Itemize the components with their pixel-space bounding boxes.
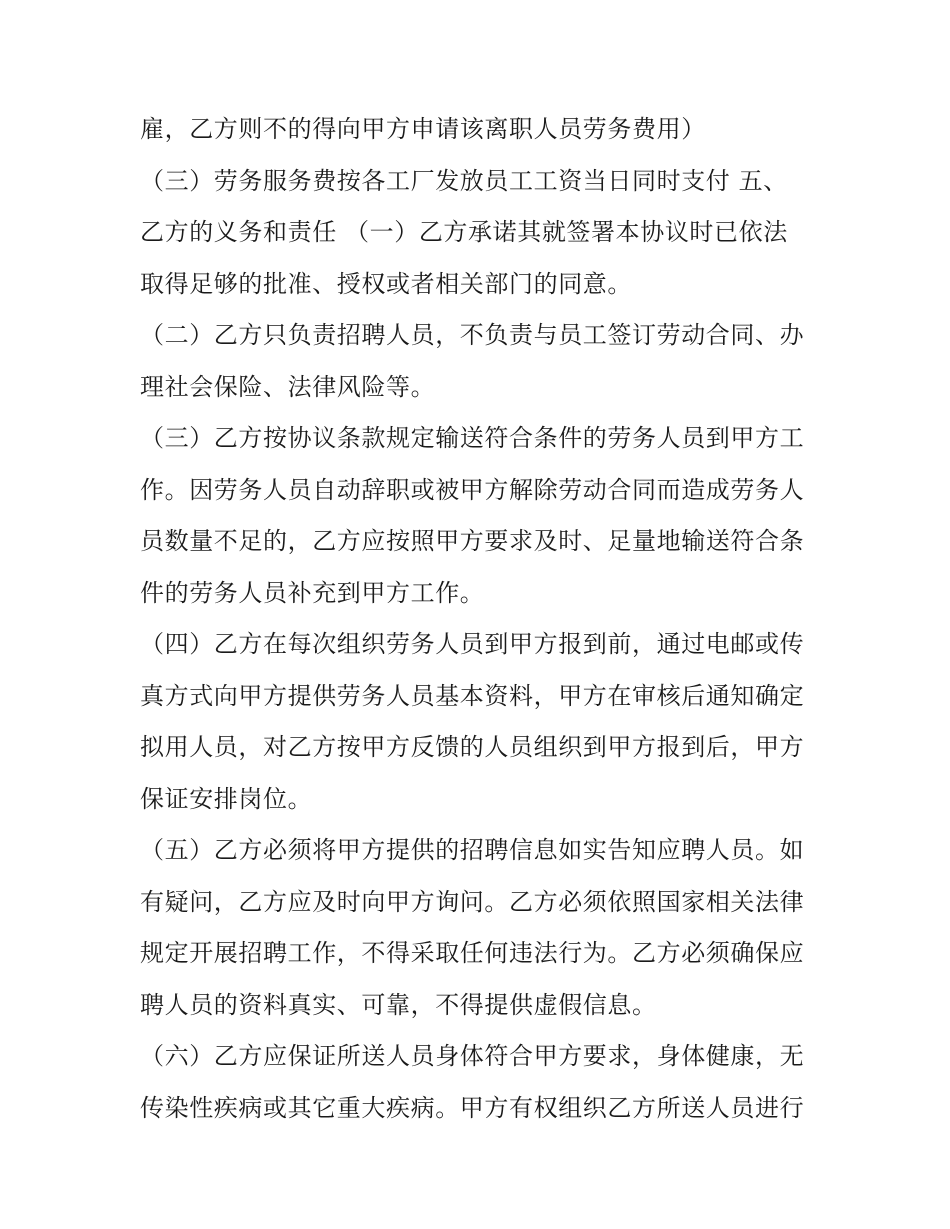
text-line: 作。因劳务人员自动辞职或被甲方解除劳动合同而造成劳务人 (140, 475, 805, 504)
text-line: 乙方的义务和责任 （一）乙方承诺其就签署本协议时已依法 (140, 218, 788, 246)
text-line: 员数量不足的，乙方应按照甲方要求及时、足量地输送符合条 (140, 527, 805, 555)
text-line: （六）乙方应保证所送人员身体符合甲方要求，身体健康，无 (140, 1042, 805, 1070)
document-body (140, 104, 820, 1134)
text-line: 取得足够的批准、授权或者相关部门的同意。 (140, 269, 632, 298)
text-line: 真方式向甲方提供劳务人员基本资料，甲方在审核后通知确定 (140, 681, 805, 710)
text-line: （五）乙方必须将甲方提供的招聘信息如实告知应聘人员。如 (140, 836, 805, 864)
text-line: （三）乙方按协议条款规定输送符合条件的劳务人员到甲方工 (140, 424, 805, 452)
text-line: 有疑问，乙方应及时向甲方询问。乙方必须依照国家相关法律 (140, 887, 805, 916)
text-line: 拟用人员，对乙方按甲方反馈的人员组织到甲方报到后，甲方 (140, 733, 805, 761)
text-line: 雇，乙方则不的得向甲方申请该离职人员劳务费用） (140, 115, 706, 143)
text-line: 规定开展招聘工作，不得采取任何违法行为。乙方必须确保应 (140, 939, 805, 967)
text-line: （四）乙方在每次组织劳务人员到甲方报到前，通过电邮或传 (140, 630, 805, 658)
text-line: 聘人员的资料真实、可靠，不得提供虚假信息。 (140, 990, 657, 1019)
text-line: 理社会保险、法律风险等。 (140, 372, 436, 401)
text-line: （三）劳务服务费按各工厂发放员工工资当日同时支付 五、 (140, 166, 788, 195)
text-line: 传染性疾病或其它重大疾病。甲方有权组织乙方所送人员进行 (140, 1093, 805, 1122)
text-line: 件的劳务人员补充到甲方工作。 (140, 578, 485, 607)
text-line: （二）乙方只负责招聘人员，不负责与员工签订劳动合同、办 (140, 321, 805, 349)
text-line: 保证安排岗位。 (140, 784, 313, 813)
